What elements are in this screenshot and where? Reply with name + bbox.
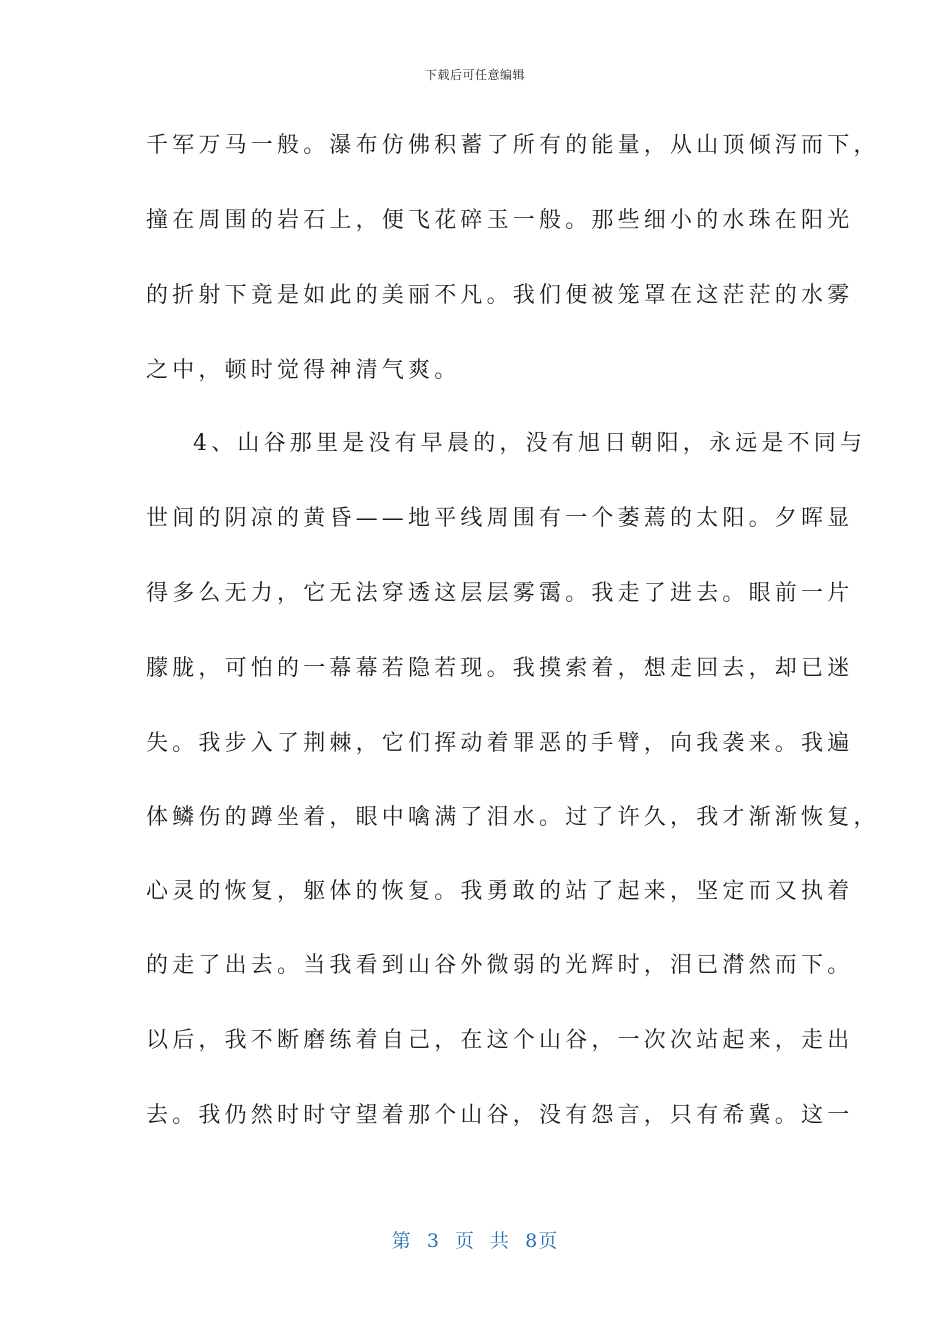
footer-label-di: 第 (391, 1230, 412, 1252)
body-line: 撞在周围的岩石上，便飞花碎玉一般。那些细小的水珠在阳光 (146, 208, 854, 233)
page-footer (0, 1226, 950, 1253)
body-line: 之中，顿时觉得神清气爽。 (146, 358, 461, 383)
body-line: 朦胧，可怕的一幕幕若隐若现。我摸索着，想走回去，却已迷 (146, 656, 854, 681)
body-line: 以后，我不断磨练着自己，在这个山谷，一次次站起来，走出 (146, 1028, 854, 1053)
body-line: 得多么无力，它无法穿透这层层雾霭。我走了进去。眼前一片 (146, 581, 854, 606)
body-line: 去。我仍然时时守望着那个山谷，没有怨言，只有希冀。这一 (146, 1103, 854, 1128)
footer-total-pages: 8页 (525, 1230, 559, 1252)
body-line: 失。我步入了荆棘，它们挥动着罪恶的手臂，向我袭来。我遍 (146, 731, 854, 756)
body-line: 的走了出去。当我看到山谷外微弱的光辉时，泪已潸然而下。 (146, 953, 854, 978)
footer-label-ye: 页 (454, 1230, 475, 1252)
page-header: 下载后可任意编辑 (424, 68, 525, 82)
body-line: 体鳞伤的蹲坐着，眼中噙满了泪水。过了许久，我才渐渐恢复， (146, 805, 880, 830)
body-line: 4、山谷那里是没有早晨的，没有旭日朝阳，永远是不同与 (193, 431, 867, 456)
body-line: 千军万马一般。瀑布仿佛积蓄了所有的能量，从山顶倾泻而下， (146, 133, 880, 158)
body-line: 的折射下竟是如此的美丽不凡。我们便被笼罩在这茫茫的水雾 (146, 283, 854, 308)
body-line: 世间的阴凉的黄昏——地平线周围有一个萎蔫的太阳。夕晖显 (146, 506, 854, 531)
footer-current-page: 3 (426, 1230, 440, 1252)
body-line: 心灵的恢复，躯体的恢复。我勇敢的站了起来，坚定而又执着 (146, 879, 854, 904)
footer-label-gong: 共 (490, 1230, 511, 1252)
